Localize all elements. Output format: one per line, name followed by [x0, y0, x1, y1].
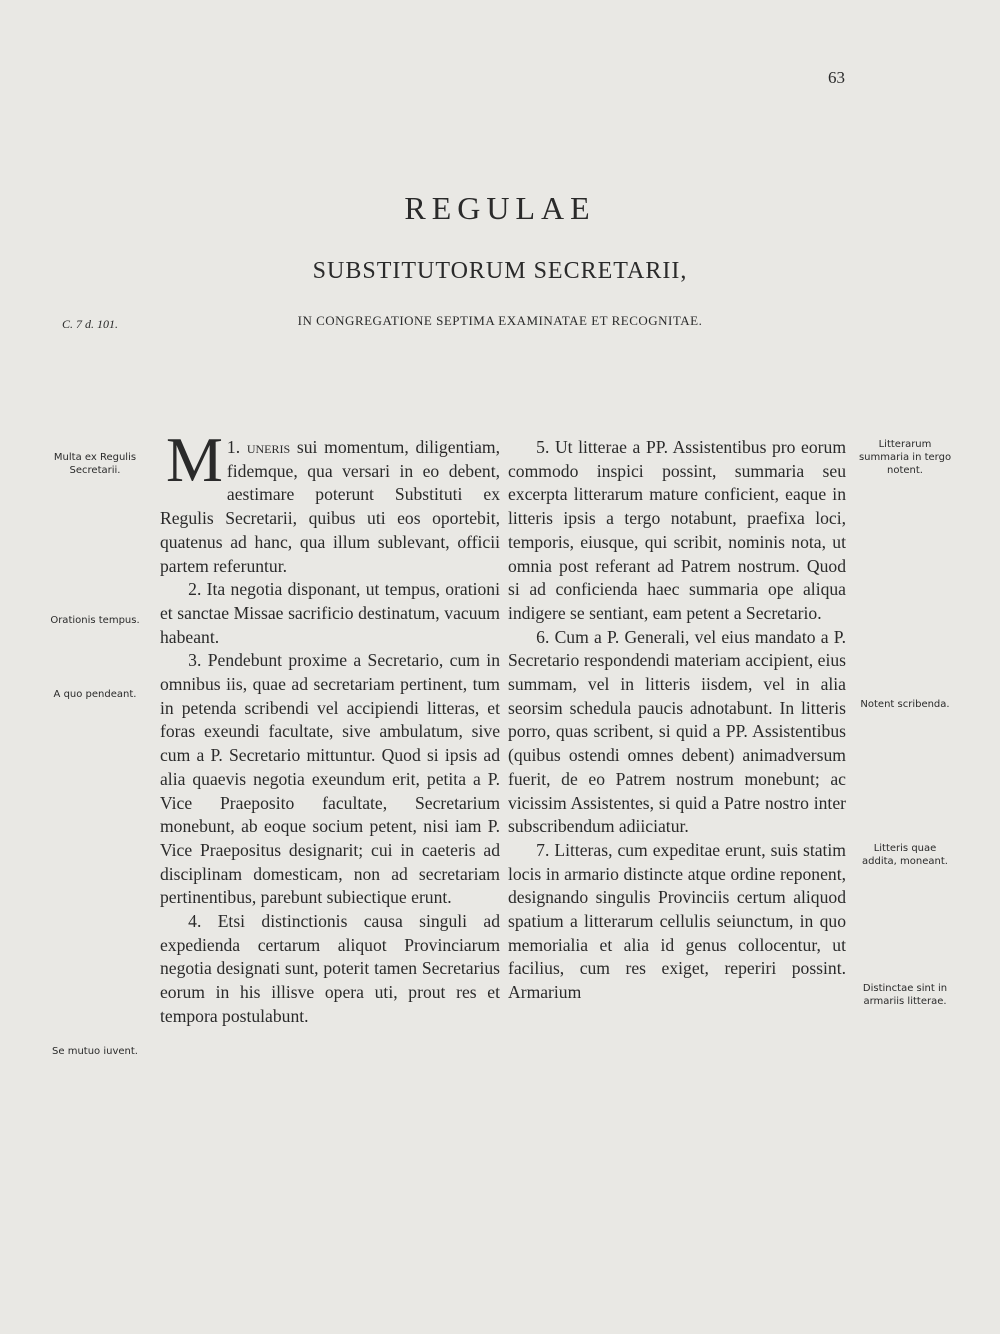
cross-reference: C. 7 d. 101.	[62, 317, 119, 331]
paragraph-number: 1.	[226, 437, 241, 457]
paragraph-text: sui momentum, diligentiam, fidemque, qua versari in eo debent, aestimare poterunt Substituti ex Regulis Secretarii, quibus uti eos oportebit, quatenus ad hanc, qua illum sublevant, officii partem referuntur.	[160, 437, 500, 576]
page-title: REGULAE	[404, 190, 596, 226]
paragraph-5: 5. Ut litterae a PP. Assistentibus pro eorum commodo inspici possint, summaria seu excerpta litterarum mature conficient, eaque in litteris ipsis a tergo notabunt, praefixa loci, temporis, eiusque, qui scribit, nominis nota, ut omnia post referant ad Patrem nostrum. Quod si ad conficienda haec summaria ope aliqua indigere se sentiant, eam petent a Secretario.	[508, 437, 846, 623]
page-subtitle: SUBSTITUTORUM SECRETARII,	[312, 258, 688, 284]
drop-cap: M	[166, 424, 223, 495]
paragraph-2: 2. Ita negotia disponant, ut tempus, orationi et sanctae Missae sacrificio destinatum, vacuum habeant.	[160, 579, 500, 647]
text-column-right	[508, 436, 846, 1005]
page-number: 63	[828, 68, 845, 87]
paragraph-3: 3. Pendebunt proxime a Secretario, cum in omnibus iis, quae ad secretariam pertinent, tum in petenda scribendi vel accipiendi litteras, et foras exeundi facultate, sive ambulatum, sive cum a P. Secretario mittuntur. Quod si ipsis ad alia quaevis negotia exeundum erit, petita a P. Vice Praeposito facultate, Secretarium monebunt, ab eoque socium petent, nisi iam P. Vice Praepositus designarit; cui in caeteris ad disciplinam domesticam, non ad secretariam pertinentibus, parebunt subiectique erunt.	[160, 650, 500, 908]
paragraph-6: 6. Cum a P. Generali, vel eius mandato a P. Secretario respondendi materiam accipient, eius summam, vel in litteris iisdem, vel in alia seorsim schedula paucis adnotabunt. In litteris porro, quas scribent, si quid a PP. Assistentibus (quibus ostendi omnes debent) animadversum fuerit, de eo Patrem nostrum monebunt; ac vicissim Assistentes, si quid a Patre nostro inter subscribendum adiiciatur.	[508, 626, 846, 837]
subtitle-note: IN CONGREGATIONE SEPTIMA EXAMINATAE ET RECOGNITAE.	[297, 313, 703, 328]
margin-note-right: Notent scribenda.	[860, 699, 950, 710]
margin-note-left: A quo pendeant.	[53, 689, 137, 700]
margin-note-left: Orationis tempus.	[50, 615, 140, 626]
margin-note-left: Multa ex Regulis Secretarii.	[53, 452, 137, 476]
margin-note-right: Distinctae sint in armariis litterae.	[862, 983, 948, 1007]
margin-note-right: Litterarum summaria in tergo notent.	[858, 439, 952, 476]
paragraph-4: 4. Etsi distinctionis causa singuli ad expedienda certarum aliquot Provinciarum negotia designati sunt, poterit tamen Secretarius eorum in his illisve opera uti, prout res et tempora postulabunt.	[160, 911, 500, 1026]
text-column-left	[160, 424, 500, 1029]
paragraph-1	[160, 424, 500, 578]
paragraph-7: 7. Litteras, cum expeditae erunt, suis statim locis in armario distincte atque ordine reponent, designando singulis Provinciis certum aliquod spatium a litterarum cellulis seiunctum, in quo memorialia et alia id genus collocentur, ut facilius, cum res exiget, reperiri possint. Armarium	[508, 839, 846, 1003]
margin-note-right: Litteris quae addita, moneant.	[862, 843, 948, 867]
margin-note-left: Se mutuo iuvent.	[52, 1046, 138, 1057]
opening-small-caps: uneris	[246, 437, 291, 457]
